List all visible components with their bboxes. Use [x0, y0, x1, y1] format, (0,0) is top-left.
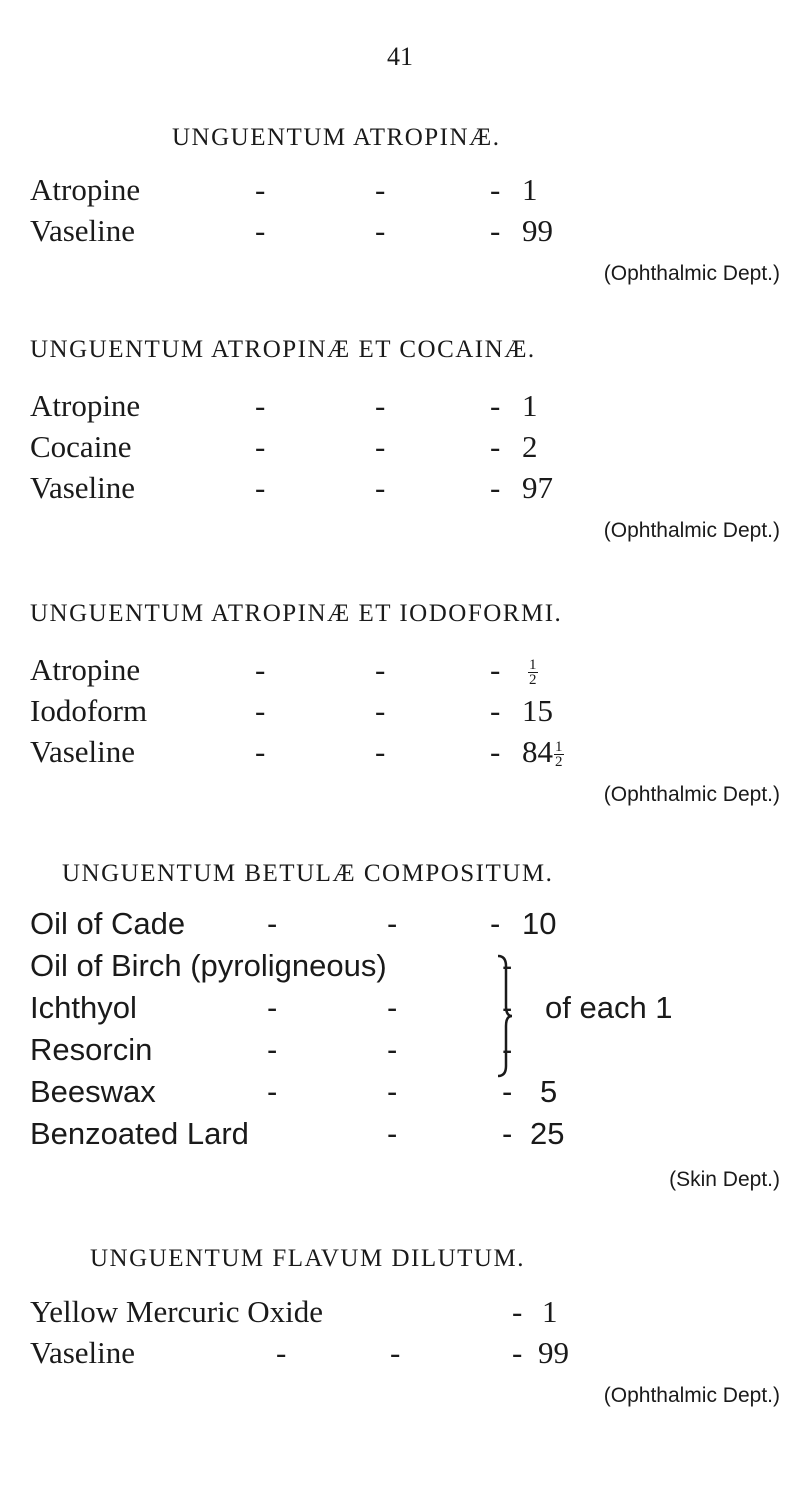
ingredient-quantity: 10: [522, 906, 557, 941]
dash: -: [512, 1335, 523, 1370]
dash: -: [375, 734, 386, 769]
department-note: (Ophthalmic Dept.): [603, 519, 780, 542]
formula-heading: UNGUENTUM ATROPINÆ ET COCAINÆ.: [30, 336, 536, 363]
ingredient-quantity: 1: [522, 388, 538, 423]
ingredient-row: [30, 1074, 790, 1114]
curly-brace-icon: [492, 954, 514, 1078]
dash: -: [255, 388, 266, 423]
dash: -: [387, 1032, 398, 1067]
dash: -: [375, 388, 386, 423]
dash: -: [387, 906, 398, 941]
ingredient-row: [30, 948, 790, 988]
fraction-denominator: 2: [529, 672, 537, 689]
dash: -: [267, 1032, 278, 1067]
ingredient-row: [30, 470, 790, 510]
ingredient-quantity: 15: [522, 693, 553, 728]
fraction: [528, 658, 538, 687]
dash: -: [375, 213, 386, 248]
dash: -: [490, 213, 501, 248]
dash: -: [490, 470, 501, 505]
dash: -: [490, 734, 501, 769]
ingredient-name: Ichthyol: [30, 990, 137, 1025]
ingredient-row: [30, 1335, 790, 1375]
dash: -: [502, 1116, 513, 1151]
dash: -: [490, 693, 501, 728]
formula-heading: UNGUENTUM ATROPINÆ ET IODOFORMI.: [30, 600, 563, 627]
ingredient-quantity: 99: [522, 213, 553, 248]
dash: -: [502, 990, 513, 1025]
ingredient-quantity: 1: [542, 1294, 558, 1329]
department-note: (Skin Dept.): [669, 1168, 780, 1191]
ingredient-name: Iodoform: [30, 693, 148, 728]
department-note: (Ophthalmic Dept.): [603, 1384, 780, 1407]
ingredient-quantity: 5: [540, 1074, 558, 1109]
formula-heading: UNGUENTUM BETULÆ COMPOSITUM.: [62, 860, 554, 887]
dash: -: [255, 429, 266, 464]
dash: -: [490, 172, 501, 207]
dash: -: [375, 652, 386, 687]
ingredient-quantity: [527, 652, 538, 688]
ingredient-name: Atropine: [30, 388, 141, 423]
ingredient-row: [30, 1294, 790, 1334]
dash: -: [502, 948, 513, 983]
ingredient-row: [30, 1032, 790, 1072]
ingredient-name: Resorcin: [30, 1032, 153, 1067]
dash: -: [375, 429, 386, 464]
dash: -: [255, 470, 266, 505]
ingredient-quantity: 1: [522, 172, 538, 207]
dash: -: [267, 906, 278, 941]
dash: -: [255, 693, 266, 728]
ingredient-quantity: 97: [522, 470, 553, 505]
ingredient-name: Yellow Mercuric Oxide: [30, 1294, 324, 1329]
fraction-numerator: 1: [529, 657, 537, 674]
dash: -: [255, 213, 266, 248]
ingredient-name: Benzoated Lard: [30, 1116, 249, 1151]
department-note: (Ophthalmic Dept.): [603, 262, 780, 285]
dash: -: [502, 1074, 513, 1109]
formula-heading: UNGUENTUM FLAVUM DILUTUM.: [90, 1245, 525, 1272]
dash: -: [390, 1335, 401, 1370]
ingredient-name: Atropine: [30, 652, 141, 687]
page-number: 41: [387, 42, 413, 71]
ingredient-name: Cocaine: [30, 429, 132, 464]
dash: -: [490, 388, 501, 423]
ingredient-name: Vaseline: [30, 213, 136, 248]
ingredient-name: Vaseline: [30, 734, 136, 769]
ingredient-row: [30, 1116, 790, 1156]
ingredient-row: [30, 906, 790, 946]
ingredient-row: [30, 734, 790, 774]
dash: -: [490, 652, 501, 687]
dash: -: [490, 906, 501, 941]
dash: -: [255, 734, 266, 769]
ingredient-name: Beeswax: [30, 1074, 156, 1109]
ingredient-row: [30, 652, 790, 692]
dash: -: [490, 429, 501, 464]
department-note: (Ophthalmic Dept.): [603, 783, 780, 806]
dash: -: [267, 990, 278, 1025]
dash: -: [502, 1032, 513, 1067]
fraction-numerator: 1: [555, 739, 563, 756]
dash: -: [387, 1116, 398, 1151]
ingredient-row: [30, 990, 790, 1030]
ingredient-name: Vaseline: [30, 1335, 136, 1370]
quantity-whole: 84: [522, 734, 553, 769]
ingredient-row: [30, 693, 790, 733]
ingredient-row: [30, 429, 790, 469]
ingredient-row: [30, 388, 790, 428]
dash: -: [387, 990, 398, 1025]
dash: -: [255, 172, 266, 207]
dash: -: [276, 1335, 287, 1370]
each-note: of each 1: [545, 990, 673, 1025]
ingredient-quantity: 99: [538, 1335, 569, 1370]
ingredient-quantity: 25: [530, 1116, 565, 1151]
ingredient-name: Oil of Birch (pyroligneous): [30, 948, 387, 983]
dash: -: [255, 652, 266, 687]
fraction-denominator: 2: [555, 754, 563, 771]
ingredient-name: Atropine: [30, 172, 141, 207]
ingredient-row: [30, 172, 790, 212]
dash: -: [387, 1074, 398, 1109]
dash: -: [375, 172, 386, 207]
dash: -: [375, 693, 386, 728]
ingredient-quantity: [522, 734, 564, 770]
dash: -: [512, 1294, 523, 1329]
fraction: [554, 740, 564, 769]
dash: -: [375, 470, 386, 505]
ingredient-name: Oil of Cade: [30, 906, 186, 941]
formula-heading: UNGUENTUM ATROPINÆ.: [172, 124, 501, 151]
ingredient-quantity: 2: [522, 429, 538, 464]
ingredient-name: Vaseline: [30, 470, 136, 505]
ingredient-row: [30, 213, 790, 253]
dash: -: [267, 1074, 278, 1109]
